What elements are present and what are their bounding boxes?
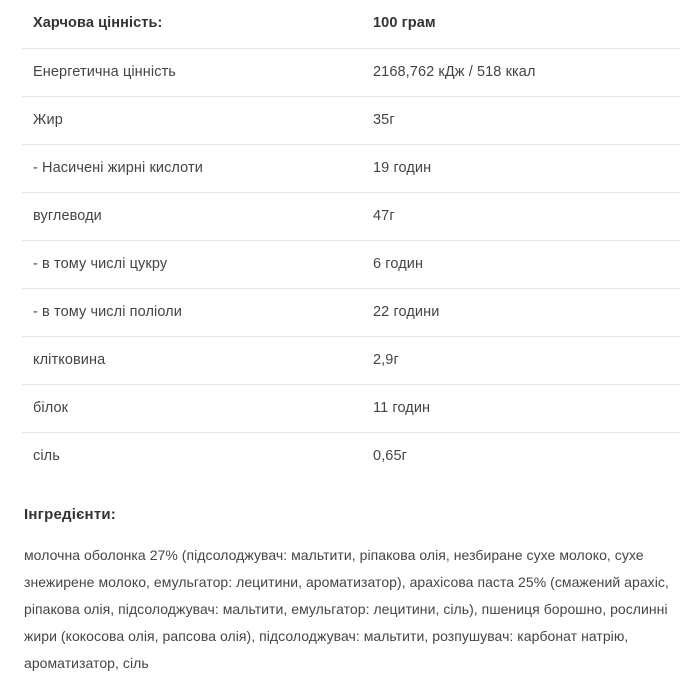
nutrition-row-label: - Насичені жирні кислоти [22,144,373,192]
nutrition-row-label: Жир [22,96,373,144]
table-row [22,48,680,96]
nutrition-row-value: 0,65г [373,447,408,464]
nutrition-row-label: білок [22,384,373,432]
table-row [22,288,680,336]
nutrition-table-header-row [22,0,680,48]
table-row [22,336,680,384]
nutrition-row-label: сіль [33,447,60,464]
nutrition-row-value: 22 години [373,288,680,336]
nutrition-row-value: 11 годин [373,384,680,432]
nutrition-row-label: - в тому числі поліоли [22,288,373,336]
table-row [22,432,680,480]
ingredients-section [0,506,700,677]
ingredients-title: Інгредієнти: [24,506,116,523]
nutrition-row-label: клітковина [22,336,373,384]
ingredients-text: молочна оболонка 27% (підсолоджувач: мальтити, ріпакова олія, незбиране сухе молоко, сухе знежирене молоко, емульгатор: лецитини, ароматизатор), арахісова паста 25% (смажений арахіс, ріпакова олія, підсолоджувач: мальтити, емульгатор: лецитини, сіль), пшениця борошно, рослинні жири (кокосова олія, рапсова олія), підсолоджувач: мальтити, розпушувач: карбонат натрію, ароматизатор, сіль [24,547,669,671]
table-row [22,192,680,240]
nutrition-row-value: 6 годин [373,240,680,288]
nutrition-table [22,0,680,480]
nutrition-table-body [22,0,680,480]
nutrition-row-label: - в тому числі цукру [22,240,373,288]
table-row [22,384,680,432]
table-row [22,144,680,192]
nutrition-row-value: 19 годин [373,144,680,192]
nutrition-row-label: вуглеводи [22,192,373,240]
nutrition-row-value: 47г [373,192,680,240]
nutrition-header-value: 100 грам [373,0,680,48]
table-row [22,96,680,144]
nutrition-row-value: 35г [373,96,680,144]
table-row [22,240,680,288]
nutrition-header-label: Харчова цінність: [22,0,373,48]
nutrition-row-value: 2,9г [373,336,680,384]
nutrition-row-value: 2168,762 кДж / 518 ккал [373,48,680,96]
nutrition-row-label: Енергетична цінність [22,48,373,96]
